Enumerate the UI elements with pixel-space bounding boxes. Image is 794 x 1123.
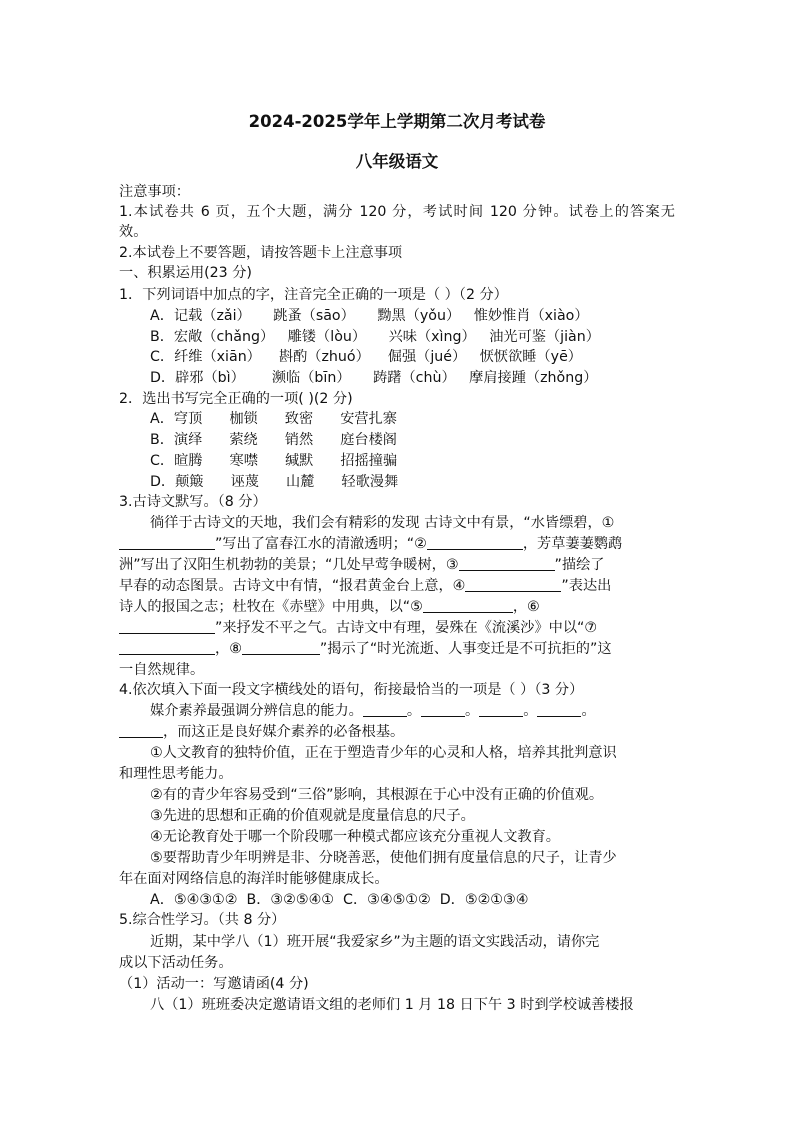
q4-sentence-2: ②有的青少年容易受到“三俗”影响，其根源在于心中没有正确的价值观。	[150, 787, 604, 803]
q1-stem: 1．下列词语中加点的字，注音完全正确的一项是（ ）（2 分）	[119, 287, 508, 303]
q3-line8: 一自然规律。	[119, 662, 205, 678]
q2-option-b: B．演绎 萦绕 销然 庭台楼阁	[150, 432, 397, 448]
q3-stem: 3.古诗文默写。（8 分）	[119, 494, 267, 510]
q3-line4: 早春的动态图景。古诗文中有情，“报君黄金台上意，④ ”表达出	[119, 578, 612, 594]
q3-line2: ”写出了富春江水的清澈透明；“② ，芳草萋萋鹦鹉	[119, 534, 622, 554]
section1-heading: 一、积累运用(23 分)	[119, 265, 252, 281]
q4-passage-line2: ，而这正是良好媒介素养的必备根基。	[119, 722, 404, 742]
q4-sentence-1: ①人文教育的独特价值，正在于塑造青少年的心灵和人格，培养其批判意识	[150, 745, 617, 761]
q2-option-a: A．穹顶 枷锁 致密 安营扎寨	[150, 411, 397, 427]
q5-activity1-heading: （1）活动一：写邀请函(4 分)	[119, 976, 309, 992]
q4-stem: 4.依次填入下面一段文字横线处的语句，衔接最恰当的一项是（ ）（3 分）	[119, 682, 584, 698]
q1-option-d: D．辟邪（bì） 濒临（bīn） 踌躇（chù） 摩肩接踵（zhǒng）	[150, 370, 598, 386]
notes-item2: 2.本试卷上不要答题，请按答题卡上注意事项	[119, 245, 403, 261]
exam-subject: 八年级语文	[355, 152, 439, 171]
notes-item1-cont: 效。	[119, 224, 148, 240]
q5-intro-cont: 成以下活动任务。	[119, 955, 233, 971]
q3-line3: 洲”写出了汉阳生机勃勃的美景；“几处早莺争暖树，③ ”描绘了	[119, 557, 605, 573]
answer-blank-5[interactable]	[423, 598, 513, 613]
answer-blank-6[interactable]	[119, 619, 215, 634]
q4-sentence-1-cont: 和理性思考能力。	[119, 766, 233, 782]
q5-stem: 5.综合性学习。（共 8 分）	[119, 912, 286, 928]
notes-heading: 注意事项：	[119, 184, 190, 200]
q4-sentence-5-cont: 年在面对网络信息的海洋时能够健康成长。	[119, 871, 389, 887]
q4-passage-line1: 媒介素养最强调分辨信息的能力。 。 。 。 。	[150, 703, 596, 719]
q4-blank-2[interactable]	[421, 702, 465, 717]
q4-blank-4[interactable]	[537, 702, 581, 717]
q3-line5: 诗人的报国之志；杜牧在《赤壁》中用典，以“⑤ ，⑥	[119, 599, 540, 615]
q4-blank-1[interactable]	[363, 702, 407, 717]
exam-title: 2024-2025学年上学期第二次月考试卷	[248, 112, 546, 131]
q4-choices: A．⑤④③①② B．③②⑤④① C．③④⑤①② D．⑤②①③④	[150, 892, 529, 908]
q1-option-c: C．纤维（xiān） 斟酌（zhuó） 倔强（jué） 恹恹欲睡（yē）	[150, 349, 582, 365]
q2-option-d: D．颠簸 诬蔑 山麓 轻歌漫舞	[150, 474, 399, 490]
q4-sentence-5: ⑤要帮助青少年明辨是非、分晓善恶，使他们拥有度量信息的尺子，让青少	[150, 850, 617, 866]
q4-blank-3[interactable]	[479, 702, 523, 717]
q3-line6: ”来抒发不平之气。古诗文中有理，晏殊在《流溪沙》中以“⑦	[119, 618, 597, 638]
notes-item1: 1.本试卷共 6 页，五个大题，满分 120 分，考试时间 120 分钟。试卷上的答案无	[119, 204, 675, 220]
answer-blank-1[interactable]	[119, 535, 215, 550]
q4-blank-5[interactable]	[119, 723, 163, 738]
answer-blank-3[interactable]	[459, 556, 555, 571]
q4-sentence-4: ④无论教育处于哪一个阶段哪一种模式都应该充分重视人文教育。	[150, 829, 560, 845]
q4-sentence-3: ③先进的思想和正确的价值观就是度量信息的尺子。	[150, 808, 475, 824]
q2-option-c: C．暄腾 寒噤 缄默 招摇撞骗	[150, 453, 398, 469]
q2-stem: 2．选出书写完全正确的一项( )(2 分)	[119, 391, 353, 407]
q1-option-a: A．记载（zǎi） 跳蚤（sāo） 黝黑（yǒu） 惟妙惟肖（xiào）	[150, 308, 589, 324]
q3-line7: ，⑧ ”揭示了“时光流逝、人事变迁是不可抗拒的”这	[119, 639, 612, 659]
q1-option-b: B．宏敞（chǎng） 雕镂（lòu） 兴味（xìng） 油光可鉴（jiàn）	[150, 329, 600, 345]
q5-activity1-text: 八（1）班班委决定邀请语文组的老师们 1 月 18 日下午 3 时到学校诚善楼报	[150, 997, 634, 1013]
answer-blank-4[interactable]	[465, 577, 561, 592]
q5-intro: 近期，某中学八（1）班开展“我爱家乡”为主题的语文实践活动，请你完	[150, 934, 600, 950]
answer-blank-2[interactable]	[427, 535, 523, 550]
answer-blank-8[interactable]	[242, 640, 320, 655]
q3-line1: 徜徉于古诗文的天地，我们会有精彩的发现 古诗文中有景，“水皆缥碧，①	[150, 515, 615, 531]
answer-blank-7[interactable]	[119, 640, 215, 655]
